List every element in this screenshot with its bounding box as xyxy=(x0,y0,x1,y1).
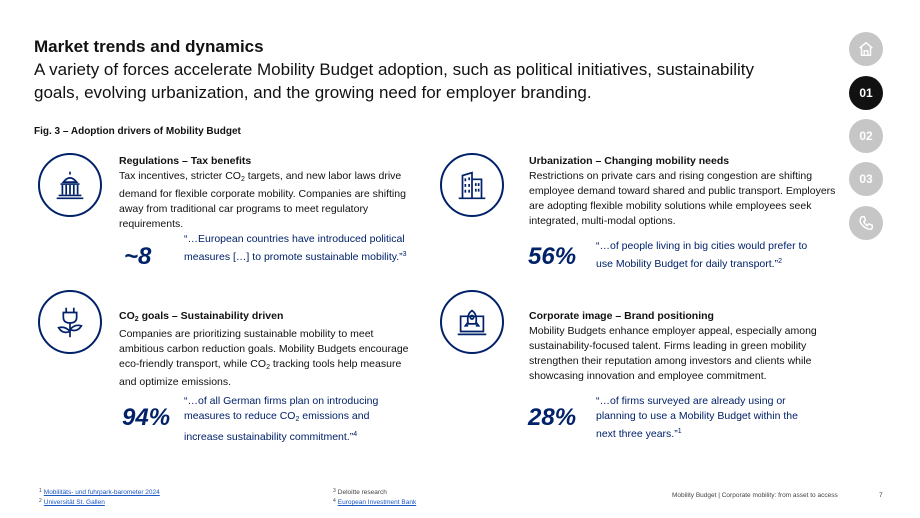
city-buildings-icon xyxy=(440,153,504,217)
driver-body: Tax incentives, stricter $CO_2$ targets, and new labor laws drive demand for flexible corporate mobility. Companies are shifting away from traditional car programs to meet regulatory requirements. xyxy=(119,170,406,230)
driver-heading: Regulations – Tax benefits xyxy=(119,155,252,167)
nav-section-03[interactable]: 03 xyxy=(849,162,883,196)
laptop-rocket-icon xyxy=(440,290,504,354)
driver-corporate-text xyxy=(529,309,844,384)
driver-quote: “…European countries have introduced political measures […] to promote sustainable mobility.”$^3$ xyxy=(184,233,407,263)
driver-quote: “…of firms surveyed are already using or planning to use a Mobility Budget within the next three years.”$^1$ xyxy=(596,395,798,440)
footnote-link[interactable]: Mobilitäts- und fuhrpark-barometer 2024 xyxy=(43,489,160,496)
page-footer-label: Mobility Budget | Corporate mobility: from asset to access xyxy=(672,492,838,499)
footnotes-middle xyxy=(333,487,416,507)
driver-heading: Urbanization – Changing mobility needs xyxy=(529,155,730,167)
driver-stat: ~8 xyxy=(124,243,152,270)
phone-icon xyxy=(857,214,875,232)
footnote-link[interactable]: European Investment Bank xyxy=(337,499,417,506)
capitol-building-icon xyxy=(38,153,102,217)
footnote: $^1$ Mobilitäts- und fuhrpark-barometer 2024 xyxy=(39,488,160,496)
page-number: 7 xyxy=(879,492,883,499)
driver-body: Mobility Budgets enhance employer appeal, especially among sustainability-focused talent. Firms leading in green mobility strengthen their reputation among investors and clients while showcasing innovation and employee commitment. xyxy=(529,325,817,382)
driver-quote: “…of all German firms plan on introducing measures to reduce $CO_2$ emissions and increase sustainability commitment.”$^4$ xyxy=(184,395,379,443)
nav-contact-button[interactable] xyxy=(849,206,883,240)
figure-caption: Fig. 3 – Adoption drivers of Mobility Budget xyxy=(34,126,241,137)
driver-body: Restrictions on private cars and rising congestion are shifting employee demand toward shared and public transport. Employers are adopting flexible mobility solutions while employees seek integrated, multi-modal options. xyxy=(529,170,836,227)
page-subtitle: A variety of forces accelerate Mobility Budget adoption, such as political initiatives, sustainability goals, evolving urbanization, and the growing need for employer branding. xyxy=(34,60,755,102)
driver-stat: 94% xyxy=(122,404,171,431)
driver-body: Companies are prioritizing sustainable mobility to meet ambitious carbon reduction goals. Mobility Budgets encourage eco-friendly transport, while $CO_2$ tracking tools help measure and optimize emissions. xyxy=(119,328,409,388)
page-title: Market trends and dynamics xyxy=(34,37,264,56)
plant-plug-icon xyxy=(38,290,102,354)
driver-stat: 56% xyxy=(528,243,577,270)
driver-regulations-text xyxy=(119,154,411,232)
nav-home-button[interactable] xyxy=(849,32,883,66)
footnote: $^3$ Deloitte research xyxy=(333,488,387,496)
footnote: $^4$ European Investment Bank xyxy=(333,498,417,506)
nav-section-01[interactable]: 01 xyxy=(849,76,883,110)
driver-quote: “…of people living in big cities would prefer to use Mobility Budget for daily transport.”$^2$ xyxy=(596,240,808,270)
driver-stat: 28% xyxy=(528,404,577,431)
driver-heading: Corporate image – Brand positioning xyxy=(529,310,714,322)
footnote: $^2$ Universität St. Gallen xyxy=(39,498,105,506)
nav-section-02[interactable]: 02 xyxy=(849,119,883,153)
driver-heading: $CO_2$ goals – Sustainability driven xyxy=(119,310,284,323)
driver-urbanization-text xyxy=(529,154,839,229)
footnote-link[interactable]: Universität St. Gallen xyxy=(43,499,105,506)
footnotes-left xyxy=(39,487,160,507)
driver-co2-text xyxy=(119,309,411,390)
home-icon xyxy=(857,40,875,58)
